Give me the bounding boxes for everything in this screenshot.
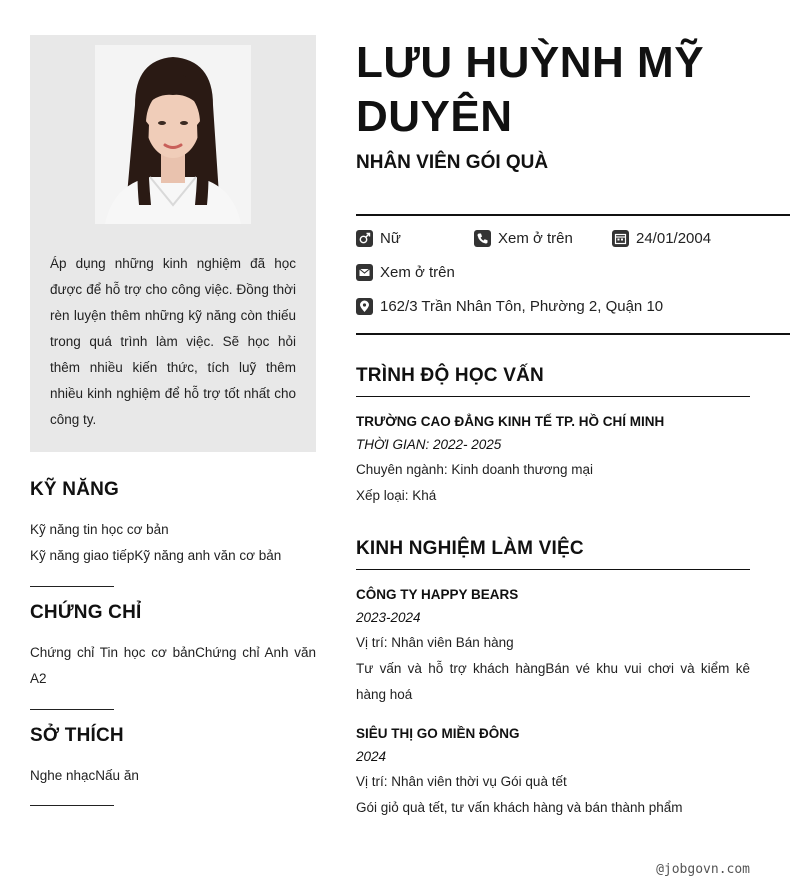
email-value: Xem ở trên xyxy=(380,264,455,281)
job-title: NHÂN VIÊN GÓI QUÀ xyxy=(356,152,549,173)
major: Chuyên ngành: Kinh doanh thương mại xyxy=(356,462,594,477)
dob-info xyxy=(612,230,711,247)
company-name: SIÊU THỊ GO MIỀN ĐÔNG xyxy=(356,726,520,741)
job-period: 2023-2024 xyxy=(356,610,421,625)
hobbies-text: Nghe nhạcNấu ăn xyxy=(30,768,139,783)
gender-value: Nữ xyxy=(380,230,401,247)
job-position: Vị trí: Nhân viên thời vụ Gói quà tết xyxy=(356,774,567,789)
email-icon xyxy=(356,264,373,281)
skill-item: Kỹ năng giao tiếpKỹ năng anh văn cơ bản xyxy=(30,548,282,563)
certificates-text: Chứng chỉ Tin học cơ bảnChứng chỉ Anh văn A2 xyxy=(30,645,316,686)
portrait-image xyxy=(95,45,251,224)
address-value: 162/3 Trần Nhân Tôn, Phường 2, Quận 10 xyxy=(380,298,664,315)
phone-info xyxy=(474,230,573,247)
job-period: 2024 xyxy=(356,749,387,764)
address-info xyxy=(356,298,663,315)
job-position: Vị trí: Nhân viên Bán hàng xyxy=(356,635,514,650)
email-info xyxy=(356,264,455,281)
divider xyxy=(356,396,750,397)
phone-value: Xem ở trên xyxy=(498,230,573,247)
school-name: TRƯỜNG CAO ĐẲNG KINH TẾ TP. HỒ CHÍ MINH xyxy=(356,414,665,429)
hobbies-title: SỞ THÍCH xyxy=(30,725,124,746)
job-description: Gói giỏ quà tết, tư vấn khách hàng và bán thành phẩm xyxy=(356,800,683,815)
divider xyxy=(356,333,790,335)
location-pin-icon xyxy=(356,298,373,315)
divider xyxy=(356,569,750,570)
experience-title: KINH NGHIỆM LÀM VIỆC xyxy=(356,538,584,559)
profile-photo xyxy=(95,45,251,224)
dob-value: 24/01/2004 xyxy=(636,230,712,247)
gender-info xyxy=(356,230,401,247)
education-title: TRÌNH ĐỘ HỌC VẤN xyxy=(356,365,544,386)
phone-icon xyxy=(474,230,491,247)
career-objective: Áp dụng những kinh nghiệm đã học được để hỗ trợ cho công việc. Đồng thời rèn luyện thêm những kỹ năng còn thiếu trong quá trình làm việc. Sẽ học hỏi thêm nhiều kiến thức, tích luỹ thêm nhiều kinh nghiệm để hỗ trợ tốt nhất cho công ty. xyxy=(50,256,296,427)
skills-title: KỸ NĂNG xyxy=(30,479,120,500)
skill-item: Kỹ năng tin học cơ bản xyxy=(30,522,169,537)
study-period: THỜI GIAN: 2022- 2025 xyxy=(356,437,502,452)
divider xyxy=(356,214,790,216)
divider xyxy=(30,805,114,806)
calendar-icon xyxy=(612,230,629,247)
certificates-title: CHỨNG CHỈ xyxy=(30,602,142,623)
job-description: Tư vấn và hỗ trợ khách hàngBán vé khu vui chơi và kiểm kê hàng hoá xyxy=(356,661,750,702)
gender-icon xyxy=(356,230,373,247)
candidate-name: LƯU HUỲNH MỸ DUYÊN xyxy=(356,38,705,141)
rank: Xếp loại: Khá xyxy=(356,488,437,503)
company-name: CÔNG TY HAPPY BEARS xyxy=(356,587,519,602)
profile-panel xyxy=(30,35,316,452)
divider xyxy=(30,586,114,587)
skills-list xyxy=(30,517,316,569)
divider xyxy=(30,709,114,710)
watermark: @jobgovn.com xyxy=(656,862,750,877)
